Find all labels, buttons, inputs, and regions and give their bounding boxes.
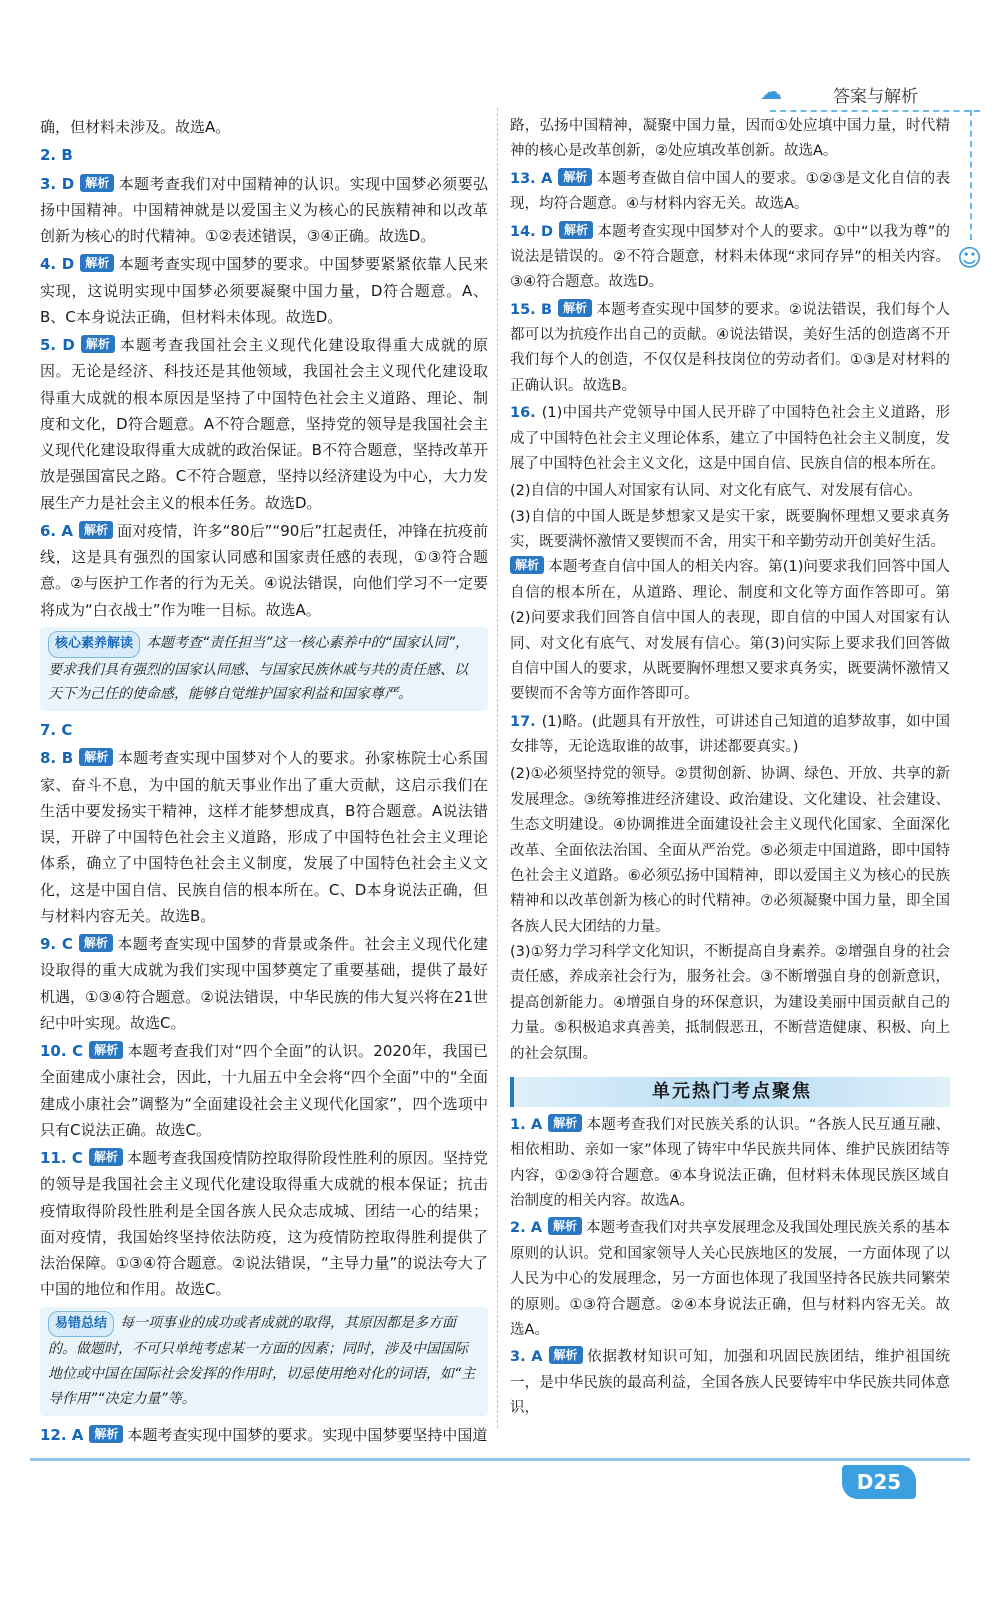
answer-text: 本题考查实现中国梦对个人的要求。①中“以我为尊”的说法是错误的。②不符合题意，材料未体现“求同存异”的相关内容。③④符合题意。故选D。: [510, 223, 950, 291]
analysis-tag: 解析: [548, 1114, 582, 1132]
analysis-tag: 解析: [510, 556, 544, 574]
box-text: 每一项事业的成功或者成就的取得，其原因都是多方面的。做题时，不可只单纯考虑某一方面的因素；同时，涉及中国国际地位或中国在国际社会发挥的作用时，切忌使用绝对化的词语，如“主导作用”“决定力量”等。: [48, 1314, 476, 1407]
analysis-tag: 解析: [559, 221, 593, 239]
answer-item: [510, 1113, 950, 1215]
box-text: 本题考查“责任担当”这一核心素养中的“国家认同”，要求我们具有强烈的国家认同感、与国家民族休戚与共的责任感、以天下为己任的使命感，能够自觉维护国家利益和国家尊严。: [48, 634, 470, 703]
answer-text: 本题考查我们对“四个全面”的认识。2020年，我国已全面建成小康社会，因此，十九届五中全会将“四个全面”中的“全面建成小康社会”调整为“全面建设社会主义现代化国家”，四个选项中只有C说法正确。故选C。: [40, 1042, 489, 1139]
core-literacy-box: [40, 627, 488, 711]
box-tag: 核心素养解读: [48, 631, 140, 658]
running-figure-icon: ☺: [956, 244, 982, 272]
header-title: 答案与解析: [833, 87, 918, 107]
analysis-tag: 解析: [89, 1041, 123, 1059]
answer-text: (1)中国共产党领导中国人民开辟了中国特色社会主义道路，形成了中国特色社会主义理论体系，建立了中国特色社会主义制度，发展了中国特色社会主义文化，这是中国自信、民族自信的根本所在。: [510, 405, 950, 472]
section-title: 单元热门考点聚焦: [510, 1077, 950, 1107]
question-number: 11. C: [40, 1149, 83, 1167]
question-number: 7. C: [40, 721, 73, 739]
analysis-tag: 解析: [79, 521, 113, 539]
q17: [510, 710, 950, 761]
answer-text: 路，弘扬中国精神，凝聚中国力量，因而①处应填中国力量，时代精神的核心是改革创新，②处应填改革创新。故选A。: [510, 118, 950, 160]
answer-item: [40, 332, 488, 516]
answer-item: [510, 401, 950, 477]
error-summary-box: [40, 1307, 488, 1416]
analysis-tag: 解析: [558, 168, 592, 186]
answer-item: [510, 167, 950, 218]
answer-item: [510, 114, 950, 165]
answer-text: 面对疫情，许多“80后”“90后”扛起责任，冲锋在抗疫前线，这是具有强烈的国家认同感和国家责任感的表现，①③符合题意。②与医护工作者的行为无关。④说法错误，向他们学习不一定要将成为“白衣战士”作为唯一目标。故选A。: [40, 521, 488, 619]
question-number: 2. A: [510, 1220, 542, 1237]
mascot-icon: ☁: [760, 80, 782, 105]
analysis-tag: 解析: [79, 934, 113, 952]
answer-item: [40, 251, 488, 330]
page-number: D25: [842, 1465, 916, 1499]
column-divider: [497, 108, 498, 1428]
answer-item: [510, 220, 950, 296]
question-number: 15. B: [510, 301, 553, 318]
answer-text: 本题考查我国疫情防控取得阶段性胜利的原因。坚持党的领导是我国社会主义现代化建设取得重大成就的根本保证；抗击疫情取得阶段性胜利是全国各族人民众志成城、团结一心的结果；面对疫情，我国始终坚持依法防疫，这为疫情防控取得胜利提供了法治保障。①③④符合题意。②说法错误，“主导力量”的说法夸大了中国的地位和作用。故选C。: [40, 1149, 488, 1299]
answer-item: [40, 1145, 488, 1303]
question-number: 14. D: [510, 223, 554, 240]
question-number: 10. C: [40, 1042, 84, 1060]
q16-part2: (2)自信的中国人对国家有认同、对文化有底气、对发展有信心。: [510, 483, 923, 500]
answer-text: 本题考查实现中国梦的要求。②说法错误，我们每个人都可以为抗疫作出自己的贡献。④说法错误，美好生活的创造离不开我们每个人的创造，不仅仅是科技岗位的劳动者们。①③是对材料的正确认识。故选B。: [510, 301, 951, 394]
q17-part2: (2)①必须坚持党的领导。②贯彻创新、协调、绿色、开放、共享的新发展理念。③统筹推进经济建设、政治建设、文化建设、社会建设、生态文明建设。④协调推进全面建设社会主义现代化国家、全面深化改革、全面依法治国、全面从严治党。⑤必须走中国道路，即中国特色社会主义道路。⑥必须弘扬中国精神，即以爱国主义为核心的民族精神和以改革创新为核心的时代精神。⑦必须凝聚中国力量，即全国各族人民大团结的力量。: [510, 766, 950, 935]
analysis-tag: 解析: [558, 299, 592, 317]
question-number: 13. A: [510, 170, 553, 187]
answer-item: [40, 518, 488, 623]
analysis-tag: 解析: [80, 174, 114, 192]
question-number: 3. D: [40, 174, 75, 193]
answer-text: 本题考查实现中国梦对个人的要求。孙家栋院士心系国家、奋斗不息，为中国的航天事业作出了重大贡献，这启示我们在生活中要发扬实干精神，这样才能梦想成真，B符合题意。A说法错误，开辟了中国特色社会主义道路，形成了中国特色社会主义理论体系，确立了中国特色社会主义制度，发展了中国特色社会主义文化，这是中国自信、民族自信的根本所在。C、D本身说法正确，但与材料内容无关。故选B。: [40, 749, 488, 925]
answer-item: [40, 1422, 488, 1448]
page-header: [760, 78, 980, 118]
q17-part3: (3)①努力学习科学文化知识，不断提高自身素养。②增强自身的社会责任感，养成亲社会行为，服务社会。③不断增强自身的创新意识，提高创新能力。④增强自身的环保意识，为建设美丽中国贡献自己的力量。⑤积极追求真善美，抵制假恶丑，不断营造健康、积极、向上的社会氛围。: [510, 944, 950, 1062]
left-column: [40, 114, 488, 1450]
answer-text: 本题考查做自信中国人的要求。①②③是文化自信的表现，均符合题意。④与材料内容无关。故选A。: [510, 170, 950, 213]
question-number: 4. D: [40, 255, 75, 274]
q16-part3: (3)自信的中国人既是梦想家又是实干家，既要胸怀理想又要求真务实，既要满怀激情又要锲而不舍，用实干和辛勤劳动开创美好生活。: [510, 508, 950, 550]
analysis-tag: 解析: [81, 335, 115, 353]
answer-text: 依据教材知识可知，加强和巩固民族团结，维护祖国统一，是中华民族的最高利益，全国各族人民要铸牢中华民族共同体意识，: [510, 1349, 950, 1416]
answer-text: 本题考查我们对民族关系的认识。“各族人民互通互融、相依相助、亲如一家”体现了铸牢中华民族共同体、维护民族团结等内容，①②③符合题意。④本身说法正确，但材料未体现民族区域自治制度的相关内容。故选A。: [510, 1116, 950, 1209]
question-number: 6. A: [40, 521, 74, 540]
question-number: 8. B: [40, 749, 74, 768]
question-number: 16.: [510, 405, 536, 422]
question-number: 12. A: [40, 1425, 84, 1444]
answer-text: 本题考查我们对中国精神的认识。实现中国梦必须要弘扬中国精神。中国精神就是以爱国主义为核心的民族精神和以改革创新为核心的时代精神。①②表述错误，③④正确。故选D。: [40, 174, 488, 245]
header-divider: [770, 110, 980, 112]
analysis-tag: 解析: [549, 1346, 583, 1364]
question-number: 5. D: [40, 336, 75, 354]
right-column: [510, 114, 950, 1423]
answer-text: 本题考查我国社会主义现代化建设取得重大成就的原因。无论是经济、科技还是其他领域，我国社会主义现代化建设取得重大成就的根本原因是坚持了中国特色社会主义道路、理论、制度和文化，D符合题意。A不符合题意，坚持党的领导是我国社会主义现代化建设取得重大成就的政治保证。B不符合题意，坚持改革开放是强国富民之路。C不符合题意，坚持以经济建设为中心，大力发展生产力是社会主义的根本任务。故选D。: [40, 336, 488, 512]
answer-item: [40, 114, 488, 140]
answer-item: [40, 717, 488, 743]
question-number: 2. B: [40, 146, 73, 165]
answer-item: [40, 745, 488, 929]
answer-text: (1)略。(此题具有开放性，可讲述自己知道的追梦故事，如中国女排等，无论选取谁的故事，讲述都要真实。): [510, 713, 950, 755]
answer-item: [40, 171, 488, 250]
analysis-tag: 解析: [79, 748, 113, 766]
question-number: 3. A: [510, 1349, 543, 1366]
side-divider: [970, 110, 972, 240]
answer-text: 本题考查我们对共享发展理念及我国处理民族关系的基本原则的认识。党和国家领导人关心民族地区的发展，一方面体现了以人民为中心的发展理念，另一方面也体现了我国坚持各民族共同繁荣的原则。①③符合题意。②④本身说法正确，但与材料内容无关。故选A。: [510, 1220, 950, 1338]
answer-item: [40, 142, 488, 168]
answer-text: 确，但材料未涉及。故选A。: [40, 118, 231, 136]
box-tag: 易错总结: [48, 1311, 114, 1338]
answer-text: 本题考查实现中国梦的要求。实现中国梦要坚持中国道: [127, 1425, 488, 1444]
answer-item: [40, 931, 488, 1036]
answer-text: 本题考查实现中国梦的背景或条件。社会主义现代化建设取得的重大成就为我们实现中国梦奠定了重要基础，提供了最好机遇，①③④符合题意。②说法错误，中华民族的伟大复兴将在21世纪中叶实现。故选C。: [40, 935, 488, 1032]
question-number: 1. A: [510, 1116, 543, 1133]
analysis-tag: 解析: [80, 254, 114, 272]
answer-item: [510, 298, 950, 400]
answer-item: [40, 1038, 488, 1143]
answer-item: [510, 1216, 950, 1343]
q16-analysis: [510, 555, 950, 707]
analysis-text: 本题考查自信中国人的相关内容。第(1)问要求我们回答中国人自信的根本所在，从道路、理论、制度和文化等方面作答即可。第(2)问要求我们回答自信中国人的表现，即自信的中国人对国家有认同、对文化有底气、对发展有信心。第(3)问实际上要求我们回答做自信中国人的要求，从既要胸怀理想又要求真务实，既要满怀激情又要锲而不舍等方面作答即可。: [510, 559, 950, 703]
answer-item: [510, 1345, 950, 1421]
answer-text: 本题考查实现中国梦的要求。中国梦要紧紧依靠人民来实现，这说明实现中国梦必须要凝聚中国力量，D符合题意。A、B、C本身说法正确，但材料未体现。故选D。: [40, 255, 488, 326]
question-number: 9. C: [40, 935, 73, 953]
analysis-tag: 解析: [89, 1148, 123, 1166]
footer-band: [30, 1458, 970, 1461]
question-number: 17.: [510, 713, 536, 730]
analysis-tag: 解析: [548, 1217, 582, 1235]
analysis-tag: 解析: [89, 1425, 123, 1443]
